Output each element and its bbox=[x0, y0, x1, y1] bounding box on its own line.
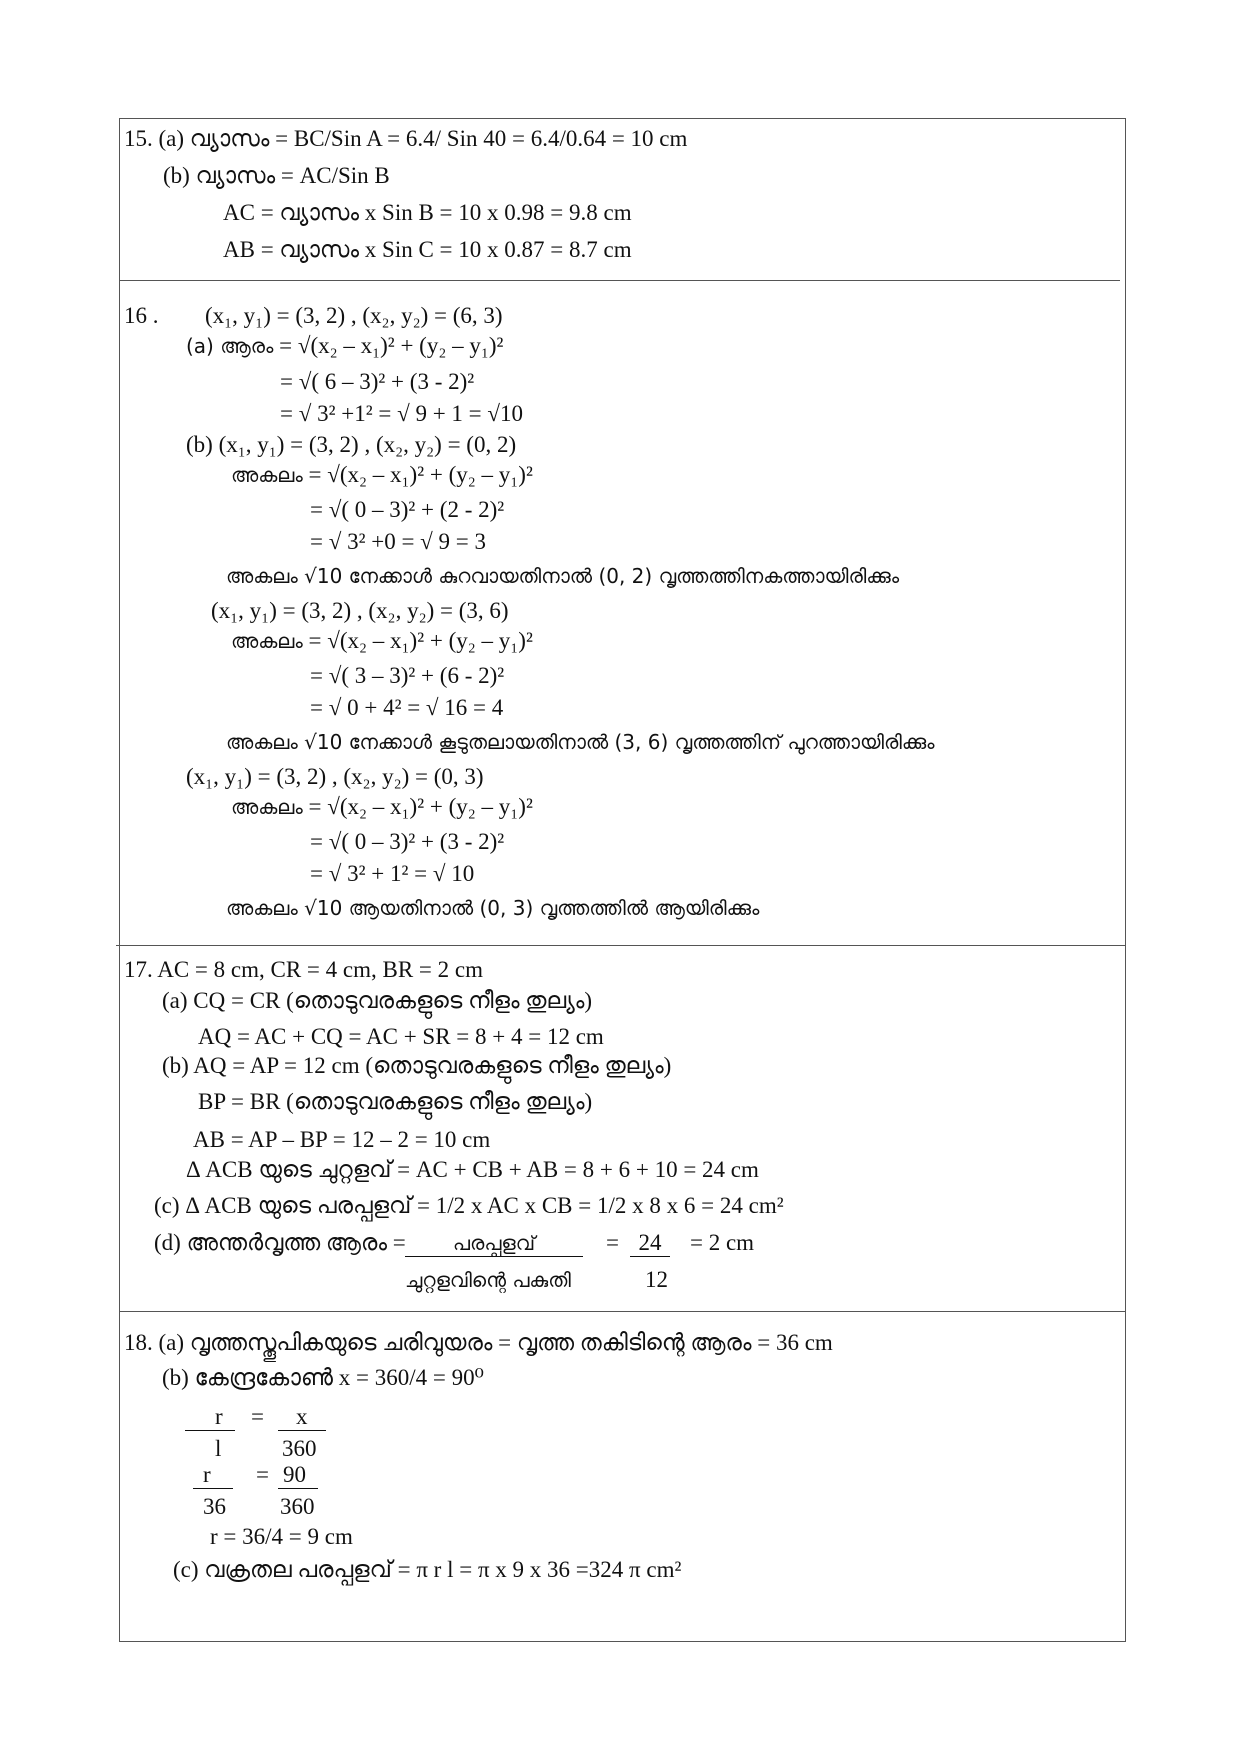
q16-c-points: (x₁, y₁) = (3, 2) , (x₂, y₂) = (3, 6) bbox=[211, 598, 509, 623]
q17-d-fraction-words bbox=[405, 1230, 583, 1257]
q16-c-conclusion: അകലം √10 നേക്കാൾ കൂടുതലായതിനാൽ (3, 6) വൃത്തത്തിന് പുറത്തായിരിക്കും bbox=[226, 730, 935, 754]
q17-bp: BP = BR (തൊടുവരകളുടെ നീളം തുല്യം) bbox=[198, 1089, 593, 1114]
q16-c-akalam: അകലം bbox=[231, 629, 303, 653]
q18-r: r = 36/4 = 9 cm bbox=[210, 1524, 353, 1549]
separator-17-18 bbox=[120, 1311, 1126, 1312]
q17-d-equals: = bbox=[606, 1230, 619, 1255]
q17-d-fraction-values bbox=[630, 1230, 670, 1257]
q18-f2-den: 36 bbox=[203, 1494, 226, 1519]
q16-a-step1: = √( 6 – 3)² + (3 - 2)² bbox=[280, 369, 475, 394]
q17-d-value-denominator: 12 bbox=[645, 1267, 668, 1292]
q16-b-distance bbox=[231, 462, 533, 488]
q15-b: (b) വ്യാസം = AC/Sin B bbox=[163, 163, 390, 188]
q18-f1-rnum: x bbox=[296, 1404, 308, 1429]
q16-b-akalam: അകലം bbox=[231, 463, 303, 487]
q17-perimeter: Δ ACB യുടെ ചുറ്റളവ് = AC + CB + AB = 8 + 6 + 10 = 24 cm bbox=[186, 1157, 759, 1182]
q18-f2-left-bar bbox=[193, 1488, 233, 1489]
q17-aq: AQ = AC + CQ = AC + SR = 8 + 4 = 12 cm bbox=[198, 1024, 604, 1049]
q16-c-step2: = √ 0 + 4² = √ 16 = 4 bbox=[310, 695, 504, 720]
separator-16-17 bbox=[116, 945, 1126, 946]
q16-b-conclusion: അകലം √10 നേക്കാൾ കുറവായതിനാൽ (0, 2) വൃത്തത്തിനകത്തായിരിക്കും bbox=[226, 564, 900, 588]
q18-a: 18. (a) വൃത്തസ്തൂപികയുടെ ചരിവുയരം = വൃത്ത തകിടിന്റെ ആരം = 36 cm bbox=[124, 1330, 833, 1355]
q17-c: (c) Δ ACB യുടെ പരപ്പളവ് = 1/2 x AC x CB = 1/2 x 8 x 6 = 24 cm² bbox=[154, 1193, 784, 1218]
q17-d-result: = 2 cm bbox=[690, 1230, 755, 1255]
q17-d-label: (d) അന്തർവൃത്ത ആരം = bbox=[154, 1230, 406, 1255]
q16-d-points: (x₁, y₁) = (3, 2) , (x₂, y₂) = (0, 3) bbox=[186, 764, 484, 789]
q18-f1-left-bar bbox=[185, 1430, 235, 1431]
q16-d-formula: = √(x₂ – x₁)² + (y₂ – y₁)² bbox=[308, 794, 533, 819]
q16-d-step1: = √( 0 – 3)² + (3 - 2)² bbox=[310, 829, 505, 854]
q17-d-denominator: ചുറ്റളവിന്റെ പകുതി bbox=[405, 1268, 571, 1292]
q16-a-formula: = √(x₂ – x₁)² + (y₂ – y₁)² bbox=[279, 333, 504, 358]
q16-number: 16 . bbox=[124, 303, 159, 328]
q16-b-step2: = √ 3² +0 = √ 9 = 3 bbox=[310, 529, 487, 554]
q16-d-step2: = √ 3² + 1² = √ 10 bbox=[310, 861, 475, 886]
q18-f2-eq: = bbox=[256, 1462, 269, 1487]
q17-given: 17. AC = 8 cm, CR = 4 cm, BR = 2 cm bbox=[124, 957, 484, 982]
q17-d-value-numerator: 24 bbox=[630, 1230, 670, 1257]
q16-c-formula: = √(x₂ – x₁)² + (y₂ – y₁)² bbox=[308, 628, 533, 653]
q16-c-distance bbox=[231, 628, 533, 654]
q15-a: 15. (a) വ്യാസം = BC/Sin A = 6.4/ Sin 40 = 6.4/0.64 = 10 cm bbox=[124, 126, 688, 151]
q17-a: (a) CQ = CR (തൊടുവരകളുടെ നീളം തുല്യം) bbox=[162, 988, 593, 1013]
q18-c: (c) വക്രതല പരപ്പളവ് = π r l = π x 9 x 36 =324 π cm² bbox=[173, 1557, 682, 1582]
separator-15-16 bbox=[120, 280, 1120, 281]
q16-b-step1: = √( 0 – 3)² + (2 - 2)² bbox=[310, 497, 505, 522]
q18-f1-den: l bbox=[215, 1436, 222, 1461]
q18-f2-right-bar bbox=[278, 1488, 318, 1489]
q15-ac: AC = വ്യാസം x Sin B = 10 x 0.98 = 9.8 cm bbox=[223, 200, 632, 225]
q16-d-conclusion: അകലം √10 ആയതിനാൽ (0, 3) വൃത്തത്തിൽ ആയിരിക്കും bbox=[226, 896, 760, 920]
q18-b: (b) കേന്ദ്രകോൺ x = 360/4 = 90⁰ bbox=[162, 1365, 484, 1390]
q16-points-1: (x₁, y₁) = (3, 2) , (x₂, y₂) = (6, 3) bbox=[205, 303, 503, 328]
q18-f1-right-bar bbox=[278, 1430, 326, 1431]
q16-d-distance bbox=[231, 794, 533, 820]
q18-f1-eq: = bbox=[251, 1404, 264, 1429]
q18-f1-num: r bbox=[215, 1404, 223, 1429]
q18-f2-rnum: 90 bbox=[283, 1462, 306, 1487]
q17-d-numerator: പരപ്പളവ് bbox=[405, 1230, 583, 1257]
q16-a-label: (a) ആരം bbox=[186, 334, 274, 358]
q18-f1-rden: 360 bbox=[282, 1436, 317, 1461]
q16-a-radius bbox=[186, 333, 503, 359]
q17-b: (b) AQ = AP = 12 cm (തൊടുവരകളുടെ നീളം തുല്യം) bbox=[162, 1053, 672, 1078]
q17-ab: AB = AP – BP = 12 – 2 = 10 cm bbox=[193, 1127, 491, 1152]
q16-d-akalam: അകലം bbox=[231, 795, 303, 819]
q16-b-points: (b) (x₁, y₁) = (3, 2) , (x₂, y₂) = (0, 2) bbox=[186, 432, 517, 457]
q16-c-step1: = √( 3 – 3)² + (6 - 2)² bbox=[310, 663, 505, 688]
q16-b-formula: = √(x₂ – x₁)² + (y₂ – y₁)² bbox=[308, 462, 533, 487]
q16-a-step2: = √ 3² +1² = √ 9 + 1 = √10 bbox=[280, 401, 524, 426]
q18-f2-num: r bbox=[203, 1462, 211, 1487]
q15-ab: AB = വ്യാസം x Sin C = 10 x 0.87 = 8.7 cm bbox=[223, 237, 632, 262]
q18-f2-rden: 360 bbox=[280, 1494, 315, 1519]
